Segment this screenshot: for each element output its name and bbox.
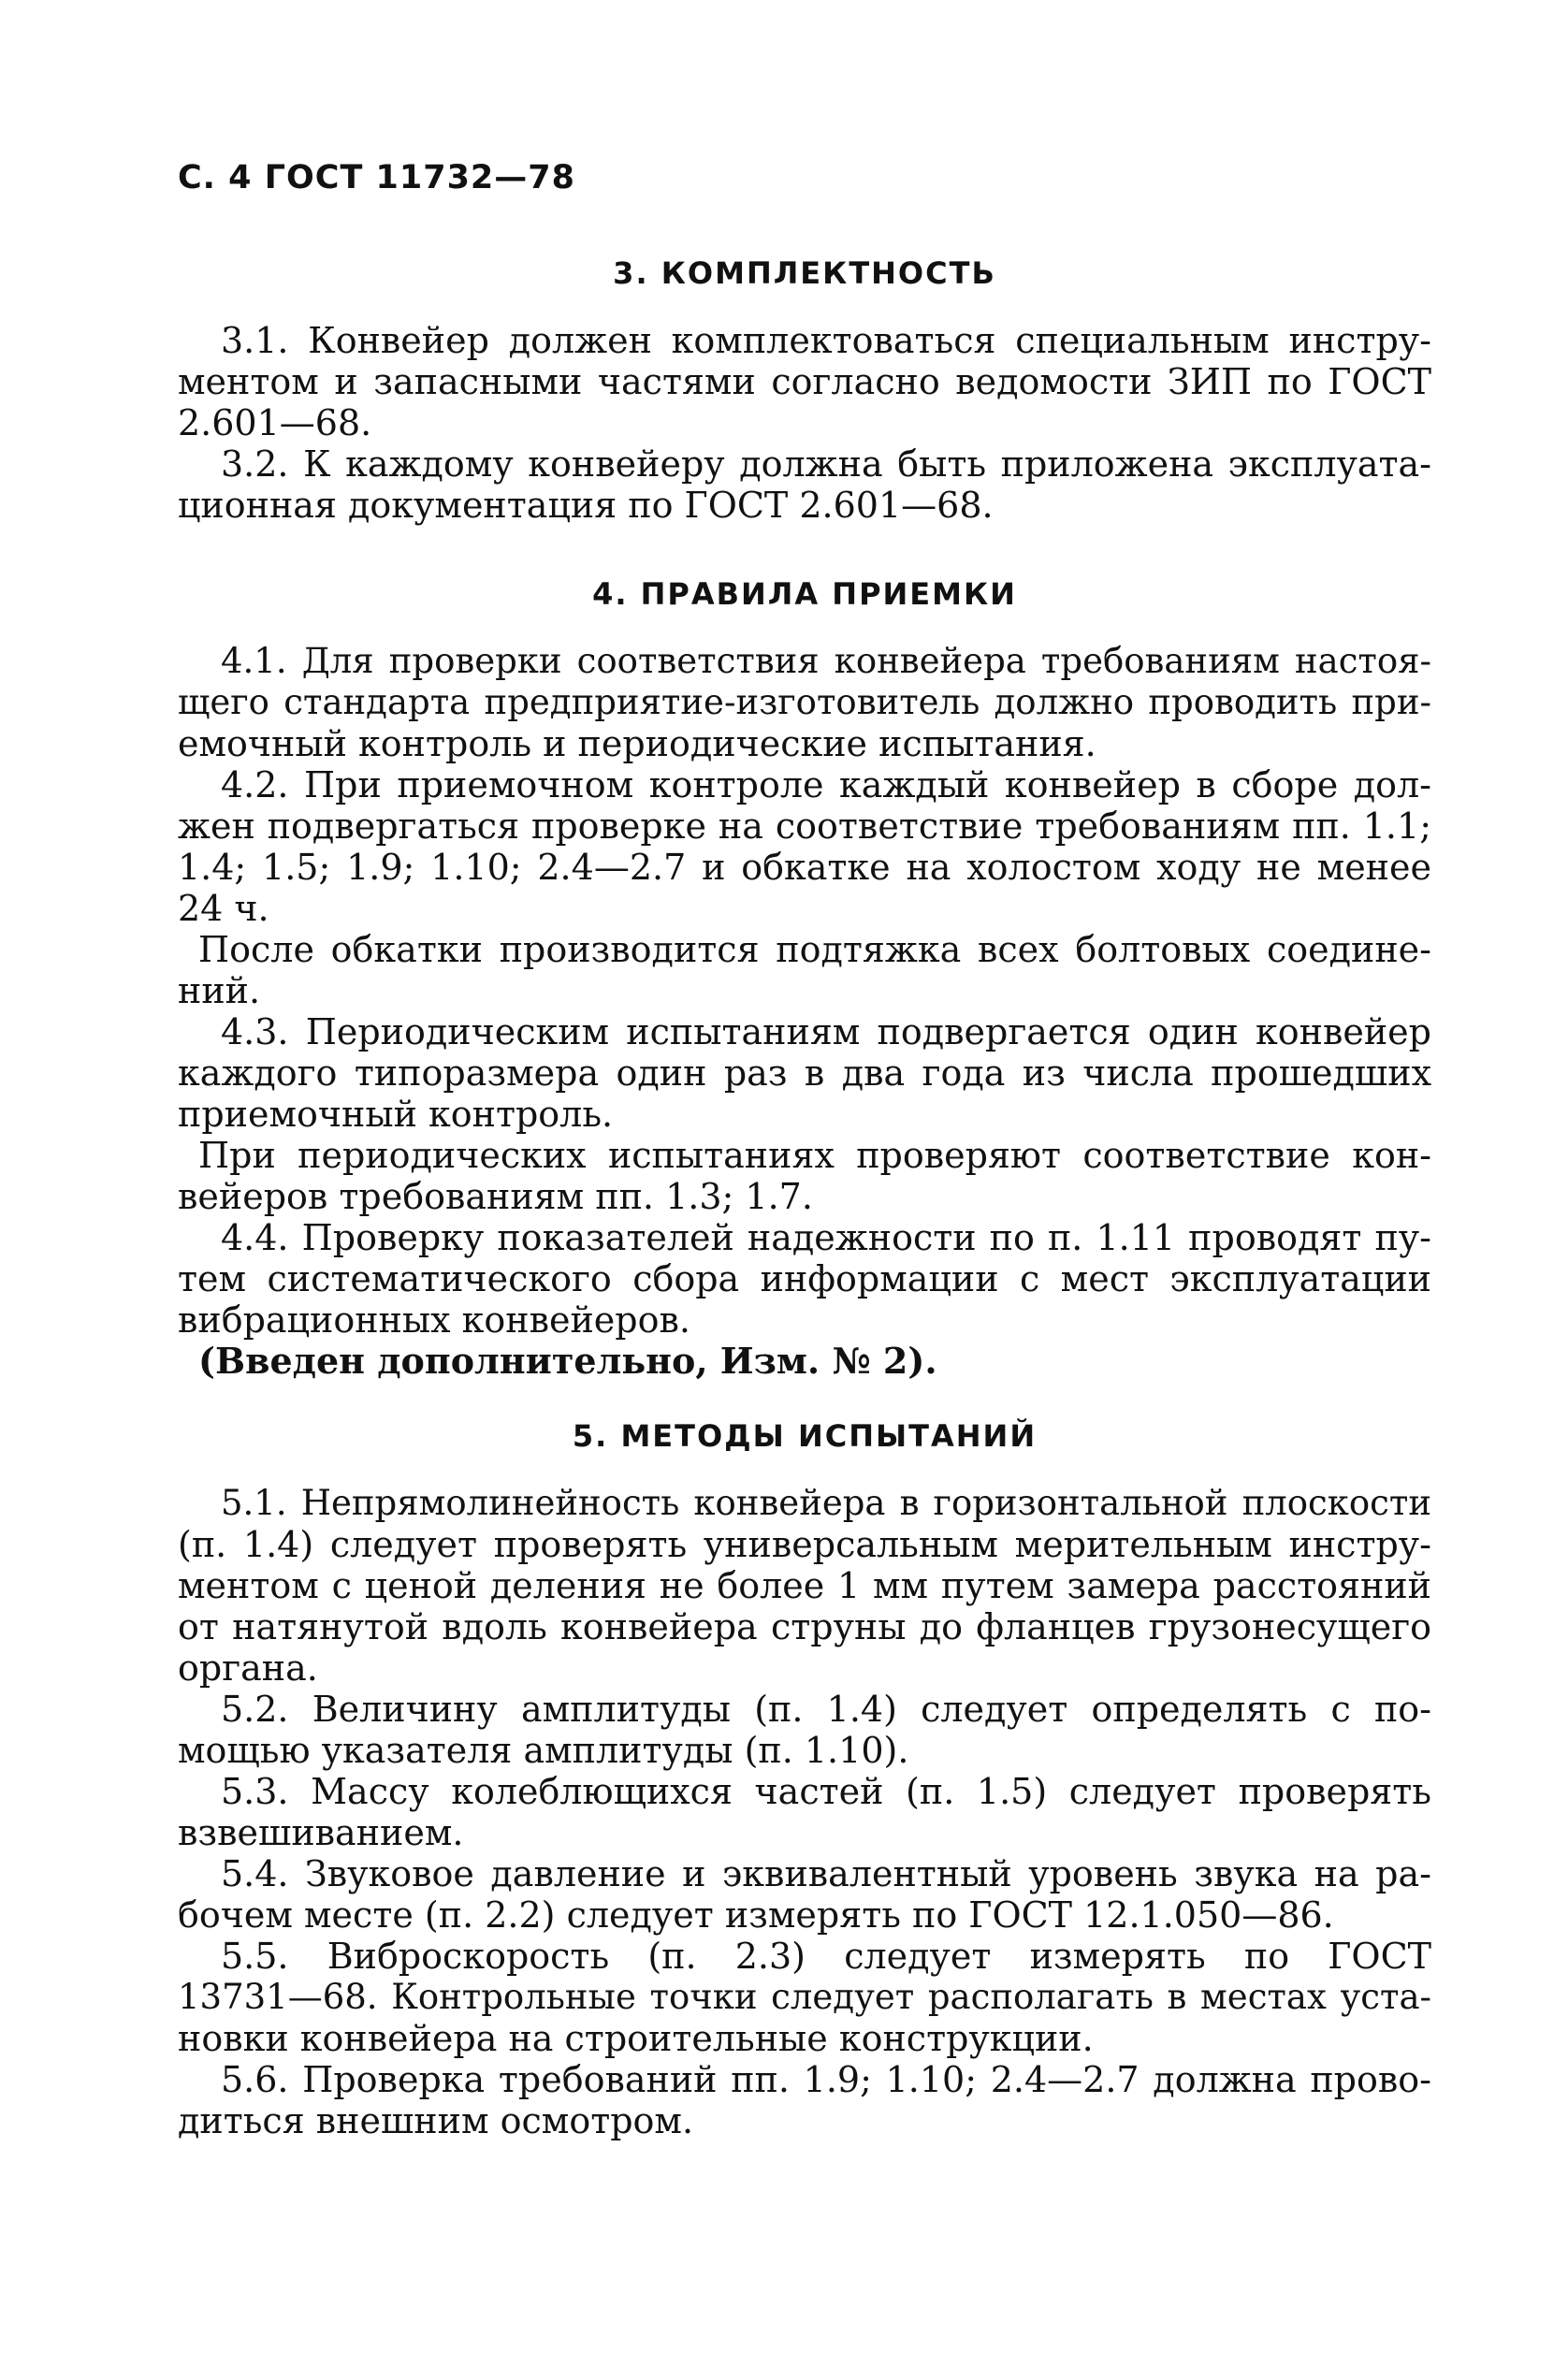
paragraph-line: приемочный контроль. <box>178 1094 614 1135</box>
paragraph-line: жен подвергаться проверке на соответствие требованиям пп. 1.1; <box>178 805 1431 847</box>
paragraph-line: При периодических испытаниях проверяют соответствие кон- <box>198 1135 1431 1176</box>
paragraph-line: ментом и запасными частями согласно ведомости ЗИП по ГОСТ <box>178 361 1431 402</box>
paragraph-line: 4.4. Проверку показателей надежности по п. 1.11 проводят пу- <box>221 1217 1431 1258</box>
paragraph-line: 5.4. Звуковое давление и эквивалентный уровень звука на ра- <box>221 1853 1431 1894</box>
paragraph-line: диться внешним осмотром. <box>178 2100 694 2141</box>
paragraph-line: новки конвейера на строительные конструкции. <box>178 2018 1094 2059</box>
paragraph-line: органа. <box>178 1647 318 1689</box>
paragraph-line: 3.2. К каждому конвейеру должна быть приложена эксплуата- <box>221 443 1431 485</box>
paragraph-line: 1.4; 1.5; 1.9; 1.10; 2.4—2.7 и обкатке на холостом ходу не менее <box>178 847 1431 888</box>
paragraph-line: 3.1. Конвейер должен комплектоваться специальным инстру- <box>221 320 1431 361</box>
paragraph-line: 5.5. Виброскорость (п. 2.3) следует измерять по ГОСТ <box>221 1936 1431 1977</box>
paragraph-line: каждого типоразмера один раз в два года из числа прошедших <box>178 1052 1431 1094</box>
paragraph-line: мощью указателя амплитуды (п. 1.10). <box>178 1730 909 1771</box>
paragraph-line: 5.1. Непрямолинейность конвейера в горизонтальной плоскости <box>221 1483 1431 1523</box>
paragraph-line: После обкатки производится подтяжка всех болтовых соедине- <box>198 929 1431 970</box>
paragraph-line: ционная документация по ГОСТ 2.601—68. <box>178 485 994 526</box>
paragraph-line: от натянутой вдоль конвейера струны до фланцев грузонесущего <box>178 1606 1431 1647</box>
paragraph-line: вейеров требованиям пп. 1.3; 1.7. <box>178 1176 813 1217</box>
paragraph-line: 13731—68. Контрольные точки следует располагать в местах уста- <box>178 1977 1431 2017</box>
section-title-4: 4. ПРАВИЛА ПРИЕМКИ <box>592 576 1017 612</box>
paragraph-line: 4.2. При приемочном контроле каждый конвейер в сборе дол- <box>221 764 1431 805</box>
paragraph-line: тем систематического сбора информации с мест эксплуатации <box>178 1258 1431 1299</box>
amendment-note: (Введен дополнительно, Изм. № 2). <box>198 1340 937 1382</box>
page-header: С. 4 ГОСТ 11732—78 <box>178 159 575 196</box>
paragraph-line: взвешиванием. <box>178 1812 464 1853</box>
paragraph-line: вибрационных конвейеров. <box>178 1299 690 1341</box>
paragraph-line: бочем месте (п. 2.2) следует измерять по ГОСТ 12.1.050—86. <box>178 1894 1334 1936</box>
paragraph-line: (п. 1.4) следует проверять универсальным мерительным инстру- <box>178 1524 1431 1565</box>
paragraph-line: 5.3. Массу колеблющихся частей (п. 1.5) следует проверять <box>221 1771 1431 1812</box>
paragraph-line: ний. <box>178 970 261 1011</box>
section-title-5: 5. МЕТОДЫ ИСПЫТАНИЙ <box>572 1418 1038 1454</box>
paragraph-line: 4.1. Для проверки соответствия конвейера требованиям настоя- <box>221 641 1431 681</box>
paragraph-line: емочный контроль и периодические испытания. <box>178 723 1096 764</box>
paragraph-line: ментом с ценой деления не более 1 мм путем замера расстояний <box>178 1565 1431 1606</box>
section-title-3: 3. КОМПЛЕКТНОСТЬ <box>613 255 996 291</box>
paragraph-line: щего стандарта предприятие-изготовитель должно проводить при- <box>178 682 1431 722</box>
paragraph-line: 5.2. Величину амплитуды (п. 1.4) следует определять с по- <box>221 1689 1431 1730</box>
paragraph-line: 5.6. Проверка требований пп. 1.9; 1.10; 2.4—2.7 должна прово- <box>221 2059 1431 2100</box>
paragraph-line: 24 ч. <box>178 888 269 929</box>
paragraph-line: 2.601—68. <box>178 402 372 443</box>
paragraph-line: 4.3. Периодическим испытаниям подвергается один конвейер <box>221 1011 1431 1052</box>
